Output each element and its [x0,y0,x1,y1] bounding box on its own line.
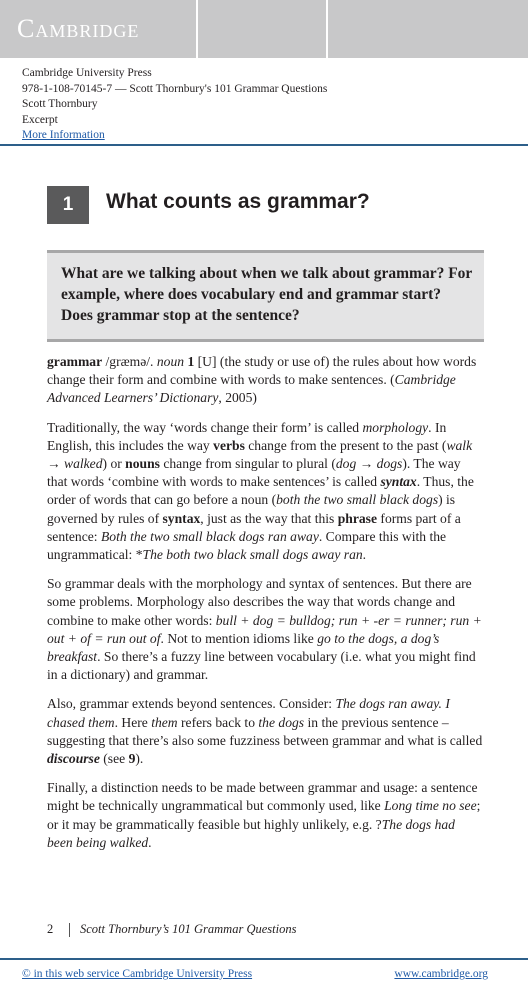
text-run: The both two black small dogs away ran [142,547,363,563]
text-run: go to the dogs, a dog’s breakfast [47,630,440,665]
text-run: morphology [362,419,429,435]
text-run: Cambridge Advanced Learners’ Dictionary [47,372,456,406]
paragraph [47,779,484,852]
paragraph [47,419,484,565]
text-run: [U] (the study or use of) the rules about how words change their form and combine with words to make sentences. ( [47,354,477,388]
text-run: phrase [337,510,378,526]
text-run: walk [446,437,473,453]
website-link[interactable]: www.cambridge.org [394,968,488,980]
publisher: Cambridge University Press [22,67,152,79]
text-run: change from singular to plural ( [159,456,336,472]
text-run: syntax [162,510,201,526]
question-box [47,250,484,342]
body-text [47,353,484,863]
text-run: . [362,547,367,563]
banner-segment [328,0,528,58]
text-run: forms part of a sentence: [47,510,461,544]
text-run: Long time no see [384,798,477,814]
header-divider [0,144,528,146]
text-run: ) is governed by rules of [47,492,456,526]
text-run: So grammar deals with the morphology and syntax of sentences. But there are some problems. Morphology also describes the way that words change and combine to make other words: [47,576,472,628]
text-run: the dogs [258,714,305,730]
text-run: nouns [125,456,160,472]
text-run: walked [64,456,103,472]
banner-segment [198,0,328,58]
copyright-link[interactable]: © in this web service Cambridge University Press [22,968,253,980]
text-run: bull + dog = bulldog; run + -er = runner; run + out + of = run out of [47,612,482,646]
question-text: What are we talking about when we talk about grammar? For example, where does vocabulary end and grammar start? Does grammar stop at the sentence? [61,265,473,324]
isbn-title: 978-1-108-70145-7 — Scott Thornbury's 101 Grammar Questions [22,82,328,95]
text-run: refers back to [177,714,259,730]
more-information-link[interactable]: More Information [22,129,105,141]
text-run: . In English, this includes the way [47,419,447,453]
text-run: . Thus, the order of words that can go before a noun ( [47,474,474,508]
footer-divider [0,958,528,960]
text-run: . Compare this with the ungrammatical: * [47,528,447,563]
text-run: Traditionally, the way ‘words change their form’ is called [47,419,363,435]
text-run: ). [135,751,144,767]
text-run: in the previous sentence – suggesting that there’s also some fuzziness between grammar and what is called [47,714,483,748]
text-run: /græmə/. [102,354,157,369]
text-run: change from the present to the past ( [244,437,447,453]
header-banner [0,0,528,58]
headword: grammar [47,354,103,369]
author: Scott Thornbury [22,98,98,110]
text-run: discourse [47,751,100,767]
paragraph [47,695,484,768]
chapter-number: 1 [47,186,89,224]
text-run: verbs [213,437,245,453]
excerpt-label: Excerpt [22,113,58,126]
text-run: both the two small black dogs [276,492,439,508]
text-run: . [148,834,152,850]
text-run: , just as the way that this [200,510,338,526]
text-run: 1 [184,354,195,369]
text-run: syntax [380,474,417,490]
text-run: The dogs had been being walked [47,816,455,850]
text-run: Also, grammar extends beyond sentences. Consider: [47,696,336,712]
text-run: . So there’s a fuzzy line between vocabulary (i.e. what you might find in a dictionary) and grammar. [47,649,476,683]
text-run: Both the two small black dogs ran away [100,528,319,544]
running-title: Scott Thornbury’s 101 Grammar Questions [80,922,297,936]
chapter-title: What counts as grammar? [106,190,370,213]
text-run: The dogs ran away. I chased them [47,696,450,730]
paragraph [47,575,484,684]
text-run: ). The way that words ‘combine with words to make sentences’ is called [47,456,461,490]
divider [69,923,70,937]
arrow-icon: → [356,456,377,472]
text-run: them [151,714,178,730]
text-run: . Here [114,714,152,730]
text-run: Finally, a distinction needs to be made between grammar and usage: a sentence might be technically ungrammatical but commonly used, like [47,780,478,814]
cross-reference: 9 [128,751,136,767]
logo-panel [0,0,198,58]
text-run: , 2005) [218,390,257,406]
book-metadata [22,66,327,144]
text-run: dogs [376,456,403,472]
arrow-icon: → [47,456,64,472]
text-run: (see [99,751,129,767]
text-run: ) or [102,456,126,472]
text-run: ; or it may be grammatically feasible but highly unlikely, e.g. ? [47,798,481,832]
cambridge-logo: Cambridge [17,14,140,43]
page-number: 2 [47,922,54,936]
paragraph [47,353,484,408]
text-run: dog [335,456,357,472]
page-footer [47,922,296,937]
text-run: noun [156,354,185,369]
text-run: . Not to mention idioms like [160,630,318,646]
